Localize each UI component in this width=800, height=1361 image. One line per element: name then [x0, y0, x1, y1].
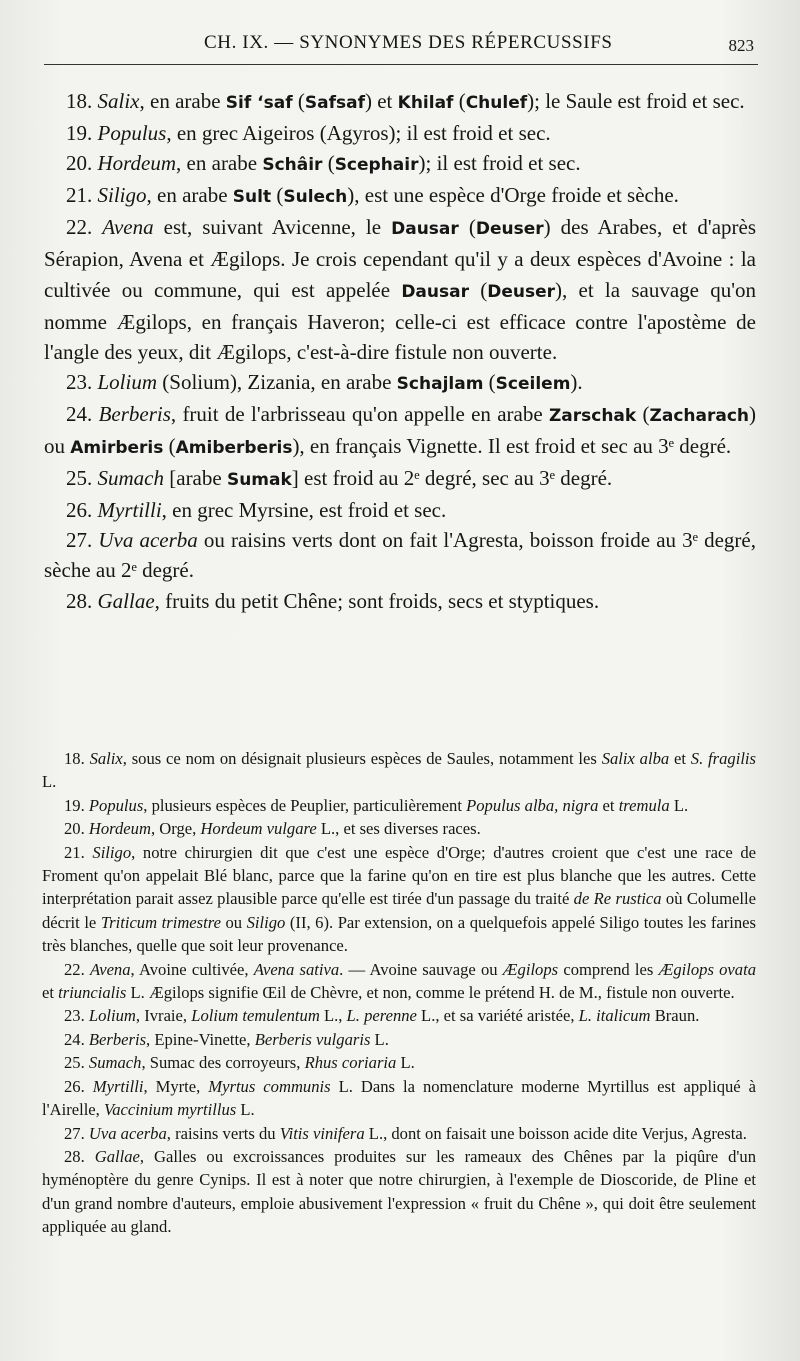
text-run: , en grec Myrsine, est froid et sec.: [161, 498, 447, 523]
latin-name: de Re rustica: [573, 889, 662, 909]
text-run: ) des Arabes, et d'après Sérapion, Avena et Ægilops. Je crois cependant qu'il y a deux espèces d'Avoine : la cultivée ou commune, qui est appelée: [44, 215, 757, 302]
note-number: 22.: [64, 959, 90, 979]
entry-number: 28.: [66, 588, 98, 613]
latin-name: L. italicum: [578, 1006, 651, 1026]
text-run: ); le Saule est froid et sec.: [527, 89, 745, 113]
latin-name: Ægilops: [502, 959, 559, 979]
text-run: comprend les: [558, 959, 659, 979]
note-number: 26.: [64, 1076, 93, 1096]
text-run: (: [458, 215, 476, 240]
arabic-term: Schâir: [262, 155, 323, 176]
note-26: [42, 1075, 756, 1122]
text-run: (: [483, 369, 496, 394]
entry-number: 24.: [66, 401, 99, 426]
latin-name: Vaccinium myrtillus: [103, 1100, 237, 1120]
text-run: , Galles ou excroissances produites sur les rameaux des Chênes par la piqûre d'un hyménoptère du genre Cynips. Il est à noter que notre chirurgien, à l'exemple de Dioscoride, de Pline et d'un grand nombre d'auteurs, emploie abusivement l'expression « fruit du Chêne », qui doit être seulement appliquée au gland.: [42, 1146, 757, 1237]
arabic-term: Zarschak: [548, 405, 637, 426]
latin-name: Populus: [88, 795, 144, 815]
entry-27: [44, 525, 756, 585]
note-number: 25.: [64, 1053, 89, 1073]
latin-name: Myrtus communis: [208, 1076, 331, 1096]
entry-24: [44, 399, 756, 463]
arabic-term: Sceilem: [495, 373, 571, 394]
text-run: L.,: [319, 1006, 347, 1026]
entry-number: 18.: [66, 89, 98, 113]
text-run: ou: [220, 912, 247, 932]
latin-name: Sumach: [88, 1053, 142, 1073]
arabic-term: Zacharach: [649, 405, 750, 426]
page-number: 823: [728, 36, 754, 55]
text-run: (: [271, 183, 284, 208]
latin-name: Siligo: [246, 912, 286, 932]
note-number: 23.: [64, 1006, 89, 1026]
latin-name: Avena sativa: [253, 959, 340, 979]
text-run: , sous ce nom on désignait plusieurs espèces de Saules, notamment les: [122, 749, 602, 768]
latin-name: Triticum trimestre: [100, 912, 221, 932]
latin-name: Hordeum: [88, 819, 151, 839]
latin-name: L. perenne: [346, 1006, 417, 1026]
latin-name: Hordeum: [97, 151, 177, 176]
note-27: [42, 1122, 756, 1145]
latin-name: Myrtilli: [92, 1076, 144, 1096]
text-run: L.: [370, 1029, 389, 1049]
note-24: [42, 1028, 756, 1051]
latin-name: Myrtilli: [97, 498, 162, 523]
latin-name: Lolium: [88, 1006, 136, 1026]
arabic-term: Safsaf: [304, 93, 365, 113]
text-run: L.: [236, 1100, 255, 1120]
arabic-term: Chulef: [465, 93, 528, 113]
arabic-term: Scephair: [334, 155, 419, 176]
note-21: [42, 841, 756, 958]
latin-name: Populus: [97, 121, 167, 146]
text-run: L.: [396, 1053, 415, 1073]
text-run: , en arabe: [139, 89, 226, 113]
page-header: [44, 28, 758, 65]
entry-28: [44, 586, 756, 616]
arabic-term: Amirberis: [70, 438, 164, 459]
text-run: ) et: [364, 89, 398, 113]
latin-name: Salix alba: [601, 749, 670, 768]
arabic-term: Deuser: [475, 219, 544, 240]
text-run: , plusieurs espèces de Peuplier, particulièrement: [143, 795, 467, 815]
latin-name: Berberis: [98, 401, 171, 426]
note-23: [42, 1004, 756, 1027]
entry-22: [44, 212, 756, 366]
entry-number: 23.: [66, 369, 98, 394]
entry-20: [44, 148, 756, 180]
latin-name: Lolium temulentum: [191, 1006, 320, 1026]
entry-number: 19.: [66, 121, 98, 146]
text-run: (: [292, 89, 305, 113]
latin-name: Siligo: [97, 183, 147, 208]
text-run: ), en français Vignette. Il est froid et sec au 3ᵉ degré.: [292, 434, 732, 459]
latin-name: Avena: [102, 215, 154, 240]
latin-name: tremula: [618, 795, 670, 815]
entry-number: 20.: [66, 151, 98, 176]
note-number: 27.: [64, 1123, 89, 1143]
entry-number: 21.: [66, 183, 98, 208]
text-run: , en grec Aigeiros (Agyros); il est froid et sec.: [166, 121, 551, 146]
note-number: 21.: [64, 842, 93, 862]
entry-18: [44, 86, 756, 118]
note-19: [42, 794, 756, 817]
entry-number: 26.: [66, 498, 98, 523]
text-run: ) ou: [44, 401, 757, 459]
entry-number: 25.: [66, 466, 98, 491]
latin-name: Rhus coriaria: [304, 1053, 397, 1073]
arabic-term: Schajlam: [396, 373, 484, 394]
text-run: L. Ægilops signifie Œil de Chèvre, et non, comme le prétend H. de M., fistule non ouverte.: [126, 983, 735, 1003]
text-run: et: [42, 983, 59, 1003]
latin-name: Populus alba, nigra: [466, 795, 599, 815]
text-run: L.: [42, 772, 57, 792]
latin-name: triuncialis: [58, 983, 127, 1003]
text-run: (II, 6). Par extension, on a quelquefois appelé Siligo toutes les farines très blanches, quelle que soit leur provenance.: [42, 912, 757, 956]
latin-name: Uva acerba: [98, 528, 198, 553]
text-run: , Myrte,: [143, 1076, 209, 1096]
text-run: (Solium), Zizania, en arabe: [157, 369, 397, 394]
note-25: [42, 1051, 756, 1074]
text-run: ] est froid au 2ᵉ degré, sec au 3ᵉ degré.: [291, 466, 613, 491]
text-run: L.: [669, 795, 689, 815]
note-number: 20.: [64, 819, 89, 839]
text-run: (: [468, 277, 488, 302]
arabic-term: Sult: [232, 187, 272, 208]
note-20: [42, 817, 756, 840]
text-run: où Columelle décrit le: [42, 889, 756, 932]
text-run: (: [322, 151, 335, 176]
latin-name: Berberis vulgaris: [254, 1029, 371, 1049]
text-run: ), est une espèce d'Orge froide et sèche.: [347, 183, 679, 208]
latin-name: Ægilops ovata: [658, 959, 756, 979]
text-run: L., et ses diverses races.: [316, 819, 481, 839]
text-run: , raisins verts du: [166, 1123, 280, 1143]
text-run: [arabe: [164, 466, 227, 491]
arabic-term: Amiberberis: [175, 438, 293, 459]
text-run: L. Dans la nomenclature moderne Myrtillus est appliqué à l'Airelle,: [42, 1076, 757, 1120]
latin-name: Vitis vinifera: [279, 1123, 365, 1143]
latin-name: Berberis: [88, 1029, 147, 1049]
text-run: Braun.: [650, 1006, 700, 1026]
running-title: CH. IX. — SYNONYMES DES RÉPERCUSSIFS: [204, 32, 613, 53]
entry-23: [44, 367, 756, 399]
note-number: 24.: [64, 1029, 89, 1049]
arabic-term: Sif ‘saf: [225, 93, 293, 113]
text-run: , Orge,: [150, 819, 201, 839]
latin-name: Gallae: [97, 588, 155, 613]
entry-26: [44, 495, 756, 525]
note-22: [42, 958, 756, 1005]
entry-number: 27.: [66, 528, 99, 553]
text-run: , en arabe: [146, 183, 233, 208]
text-run: , fruits du petit Chêne; sont froids, secs et styptiques.: [154, 588, 600, 613]
text-run: (: [163, 434, 176, 459]
note-28: [42, 1145, 756, 1239]
arabic-term: Khilaf: [397, 93, 454, 113]
note-number: 18.: [64, 749, 90, 768]
entry-21: [44, 180, 756, 212]
entry-19: [44, 118, 756, 148]
text-run: , Sumac des corroyeurs,: [141, 1053, 305, 1073]
entry-25: [44, 463, 756, 495]
entry-number: 22.: [66, 215, 103, 240]
text-run: . — Avoine sauvage ou: [339, 959, 503, 979]
text-run: ).: [570, 369, 583, 394]
latin-name: Salix: [97, 89, 140, 113]
latin-name: Uva acerba: [88, 1123, 167, 1143]
text-run: L., et sa variété aristée,: [416, 1006, 579, 1026]
text-run: (: [453, 89, 466, 113]
text-run: , Ivraie,: [135, 1006, 192, 1026]
text-run: ), et la sauvage qu'on nomme Ægilops, en français Haveron; celle-ci est efficace contre l'apostème de l'angle des yeux, dit Ægilops, c'est-à-dire fistule non ouverte.: [44, 277, 756, 364]
note-number: 28.: [64, 1146, 95, 1166]
text-run: ); il est froid et sec.: [418, 151, 581, 176]
text-run: ou raisins verts dont on fait l'Agresta, boisson froide au 3ᵉ degré, sèche au 2ᵉ degré.: [44, 528, 756, 583]
text-run: , notre chirurgien dit que c'est une espèce d'Orge; d'autres croient que c'est une race de Froment qu'on appelait Blé blanc, parce que la farine qu'on en tire est plus blanche que les autres. Cette interprétation parait assez plausible parce qu'elle est tirée d'un passage du traité: [42, 842, 756, 909]
arabic-term: Deuser: [487, 281, 556, 302]
latin-name: S. fragilis: [690, 749, 757, 768]
latin-name: Gallae: [94, 1146, 140, 1166]
text-run: et: [598, 795, 619, 815]
text-run: , Epine-Vinette,: [146, 1029, 255, 1049]
arabic-term: Sulech: [283, 187, 348, 208]
latin-name: Siligo: [92, 842, 132, 862]
note-number: 19.: [64, 795, 89, 815]
text-run: est, suivant Avicenne, le: [153, 215, 392, 240]
arabic-term: Sumak: [226, 470, 292, 491]
text-run: (: [636, 401, 650, 426]
text-run: , en arabe: [176, 151, 263, 176]
text-run: , Avoine cultivée,: [130, 959, 254, 979]
text-run: , fruit de l'arbrisseau qu'on appelle en arabe: [170, 401, 549, 426]
note-18: [42, 747, 756, 794]
latin-name: Hordeum vulgare: [200, 819, 317, 839]
latin-name: Sumach: [97, 466, 164, 491]
footnotes: [42, 747, 756, 1239]
arabic-term: Dausar: [401, 281, 469, 302]
main-text: [44, 86, 756, 616]
text-run: L., dont on faisait une boisson acide dite Verjus, Agresta.: [364, 1123, 747, 1143]
latin-name: Salix: [89, 749, 123, 768]
text-run: et: [669, 749, 691, 768]
arabic-term: Dausar: [391, 219, 459, 240]
latin-name: Avena: [89, 959, 131, 979]
latin-name: Lolium: [97, 369, 158, 394]
